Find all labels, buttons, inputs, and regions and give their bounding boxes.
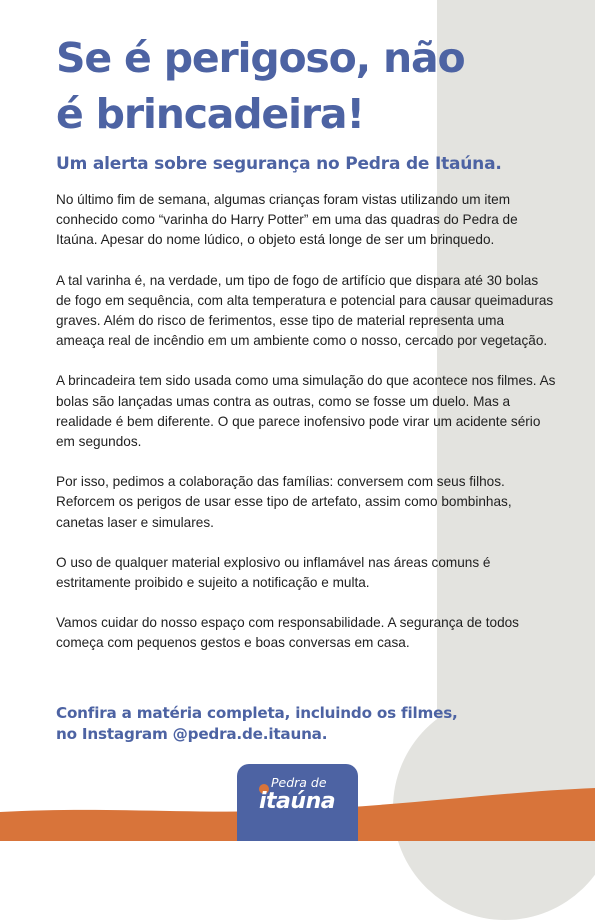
paragraph-2: A tal varinha é, na verdade, um tipo de fogo de artifício que dispara até 30 bolas de fogo em sequência, com alta temperatura e potencial para causar queimaduras graves. Além do risco de ferimentos, esse tipo de material representa uma ameaça real de incêndio em um ambiente como o nosso, cercado por vegetação. — [56, 272, 554, 349]
title-line-1: Se é perigoso, não — [56, 34, 465, 82]
page-title — [56, 30, 526, 142]
page-subtitle: Um alerta sobre segurança no Pedra de Itaúna. — [56, 154, 502, 174]
paragraph-6: Vamos cuidar do nosso espaço com responsabilidade. A segurança de todos começa com pequenos gestos e boas conversas em casa. — [56, 615, 519, 651]
paragraph-3: A brincadeira tem sido usada como uma simulação do que acontece nos filmes. As bolas são lançadas umas contra as outras, como se fosse um duelo. Mas a realidade é bem diferente. O que parece inofensivo pode virar um acidente sério em segundos. — [56, 373, 556, 450]
cta-line-2: no Instagram @pedra.de.itauna. — [56, 725, 328, 743]
title-line-2: é brincadeira! — [56, 90, 364, 138]
instagram-call-to-action — [56, 703, 516, 745]
paragraph-5: O uso de qualquer material explosivo ou inflamável nas áreas comuns é estritamente proibido e sujeito a notificação e multa. — [56, 554, 491, 591]
body-text — [56, 190, 556, 674]
paragraph-4: Por isso, pedimos a colaboração das famílias: conversem com seus filhos. Reforcem os perigos de usar esse tipo de artefato, assim como bombinhas, canetas laser e simulares. — [56, 474, 512, 530]
logo-text-top: Pedra de — [271, 775, 327, 790]
pedra-de-itauna-logo — [237, 764, 358, 841]
paragraph-1: No último fim de semana, algumas crianças foram vistas utilizando um item conhecido como “varinha do Harry Potter” em uma das quadras do Pedra de Itaúna. Apesar do nome lúdico, o objeto está longe de ser um brinquedo. — [56, 192, 518, 248]
logo-text-main: itaúna — [259, 789, 336, 814]
cta-line-1: Confira a matéria completa, incluindo os filmes, — [56, 704, 458, 722]
